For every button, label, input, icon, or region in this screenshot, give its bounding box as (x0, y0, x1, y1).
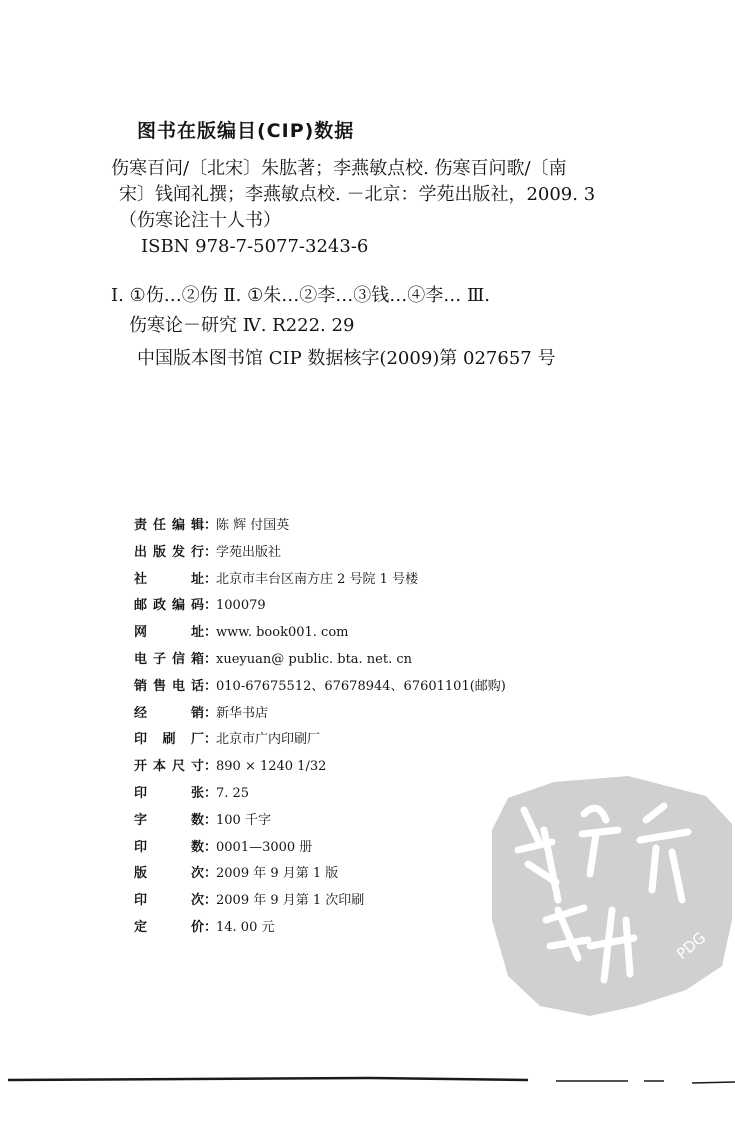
label-character: 印 (134, 785, 148, 801)
label-character: 本 (152, 759, 166, 775)
publication-info-row (134, 675, 506, 702)
publication-info-row (134, 862, 506, 889)
publication-info-row (134, 755, 506, 782)
subject-line: 伤寒论－研究 Ⅳ. R222. 29 (129, 315, 355, 336)
publication-info-label (134, 568, 204, 587)
isbn: ISBN 978-7-5077-3243-6 (141, 236, 369, 257)
publication-info-label (134, 514, 204, 533)
label-character: 版 (134, 866, 148, 882)
publication-info-row (134, 702, 506, 729)
publication-info-row (134, 648, 506, 675)
label-character: 厂 (190, 732, 204, 748)
cip-description-line: 伤寒百问/〔北宋〕朱肱著；李燕敏点校. 伤寒百问歌/〔南 (111, 158, 567, 179)
label-character: 字 (134, 812, 148, 828)
label-character: 发 (171, 544, 185, 560)
publication-info-label (134, 862, 204, 881)
publication-info-value: xueyuan@ public. bta. net. cn (216, 651, 413, 667)
label-character: 刷 (162, 732, 176, 748)
label-character: 售 (152, 678, 166, 694)
publication-info-label (134, 809, 204, 828)
label-separator: ： (204, 866, 218, 882)
label-character: 任 (152, 518, 166, 533)
label-character: 编 (171, 598, 185, 614)
publication-info-label (134, 916, 204, 935)
bottom-page-rule (8, 1074, 735, 1088)
cip-heading: 图书在版编目(CIP)数据 (137, 120, 355, 142)
label-character: 辑 (190, 518, 204, 533)
label-character: 次 (190, 893, 204, 909)
publication-info-value: 100 千字 (216, 812, 271, 828)
publication-info-value: 14. 00 元 (216, 919, 275, 935)
publication-info-row (134, 594, 506, 621)
label-character: 开 (134, 759, 148, 775)
label-separator: ： (204, 732, 218, 748)
publication-info-label (134, 702, 204, 721)
label-character: 电 (171, 678, 185, 694)
publication-info-row (134, 514, 506, 541)
cip-description (111, 156, 671, 260)
label-character: 数 (190, 812, 204, 828)
label-character: 经 (134, 705, 148, 721)
publication-info-value: 学苑出版社 (216, 544, 282, 560)
label-separator: ： (204, 919, 218, 935)
publication-info-row (134, 782, 506, 809)
publication-info-row (134, 621, 506, 648)
label-character: 行 (190, 544, 204, 560)
label-character: 编 (171, 518, 185, 533)
label-character: 址 (190, 625, 204, 641)
cip-description-line: 宋〕钱闻礼撰；李燕敏点校. －北京：学苑出版社，2009. 3 (119, 184, 596, 205)
label-character: 网 (134, 625, 148, 641)
publication-info-value: 北京市丰台区南方庄 2 号院 1 号楼 (216, 571, 419, 587)
publication-info-value: 7. 25 (216, 785, 250, 801)
publication-info-row (134, 809, 506, 836)
publication-info-row (134, 568, 506, 595)
label-character: 销 (134, 678, 148, 694)
publication-info-label (134, 889, 204, 908)
publication-info-label (134, 755, 204, 774)
label-character: 码 (190, 598, 204, 614)
label-separator: ： (204, 759, 218, 775)
pdg-watermark-text: PDG (673, 928, 710, 964)
label-character: 版 (152, 544, 166, 560)
publication-info-value: 新华书店 (216, 705, 269, 721)
label-character: 箱 (190, 651, 204, 667)
publication-info-value: 010-67675512、67678944、67601101(邮购) (216, 678, 506, 694)
publication-info (134, 514, 506, 943)
label-character: 定 (134, 919, 148, 935)
label-character: 尺 (171, 759, 185, 775)
label-character: 寸 (190, 759, 204, 775)
publication-info-label (134, 621, 204, 640)
publication-info-value: 890 × 1240 1/32 (216, 759, 327, 775)
pdg-watermark-seal (486, 770, 735, 1020)
publication-info-label (134, 541, 204, 560)
label-character: 话 (190, 678, 204, 694)
label-character: 印 (134, 839, 148, 855)
publication-info-row (134, 916, 506, 943)
cip-subject-headings (111, 283, 671, 339)
label-separator: ： (204, 678, 218, 694)
label-character: 销 (190, 705, 204, 721)
label-separator: ： (204, 705, 218, 721)
publication-info-value: 100079 (216, 598, 266, 614)
label-character: 社 (134, 571, 148, 587)
label-character: 政 (152, 598, 166, 614)
label-character: 次 (190, 866, 204, 882)
label-separator: ： (204, 785, 218, 801)
label-character: 张 (190, 785, 204, 801)
label-character: 邮 (134, 598, 148, 614)
label-separator: ： (204, 571, 218, 587)
publication-info-label (134, 675, 204, 694)
label-character: 印 (134, 732, 148, 748)
publication-info-value: 2009 年 9 月第 1 版 (216, 866, 339, 882)
publication-info-row (134, 836, 506, 863)
label-separator: ： (204, 839, 218, 855)
publication-info-value: 2009 年 9 月第 1 次印刷 (216, 893, 365, 909)
label-character: 址 (190, 571, 204, 587)
label-separator: ： (204, 544, 218, 560)
publication-info-label (134, 836, 204, 855)
subject-line: Ⅰ. ①伤…②伤 Ⅱ. ①朱…②李…③钱…④李… Ⅲ. (111, 285, 491, 306)
label-character: 责 (134, 518, 148, 533)
publication-info-value: www. book001. com (216, 625, 349, 641)
label-character: 数 (190, 839, 204, 855)
publication-info-value: 陈 辉 付国英 (216, 518, 290, 533)
publication-info-label (134, 782, 204, 801)
publication-info-label (134, 728, 204, 747)
label-separator: ： (204, 625, 218, 641)
label-separator: ： (204, 812, 218, 828)
label-character: 信 (171, 651, 185, 667)
publication-info-value: 0001—3000 册 (216, 839, 313, 855)
label-separator: ： (204, 518, 218, 533)
publication-info-label (134, 648, 204, 667)
label-separator: ： (204, 651, 218, 667)
publication-info-row (134, 728, 506, 755)
publication-info-value: 北京市广内印刷厂 (216, 732, 321, 748)
publication-info-row (134, 889, 506, 916)
cip-series-line: （伤寒论注十人书） (119, 210, 281, 231)
label-character: 电 (134, 651, 148, 667)
label-character: 价 (190, 919, 204, 935)
publication-info-label (134, 594, 204, 613)
label-character: 出 (134, 544, 148, 560)
label-character: 子 (152, 651, 166, 667)
label-character: 印 (134, 893, 148, 909)
label-separator: ： (204, 598, 218, 614)
cip-catalog-record: 中国版本图书馆 CIP 数据核字(2009)第 027657 号 (137, 348, 556, 369)
label-separator: ： (204, 893, 218, 909)
publication-info-row (134, 541, 506, 568)
